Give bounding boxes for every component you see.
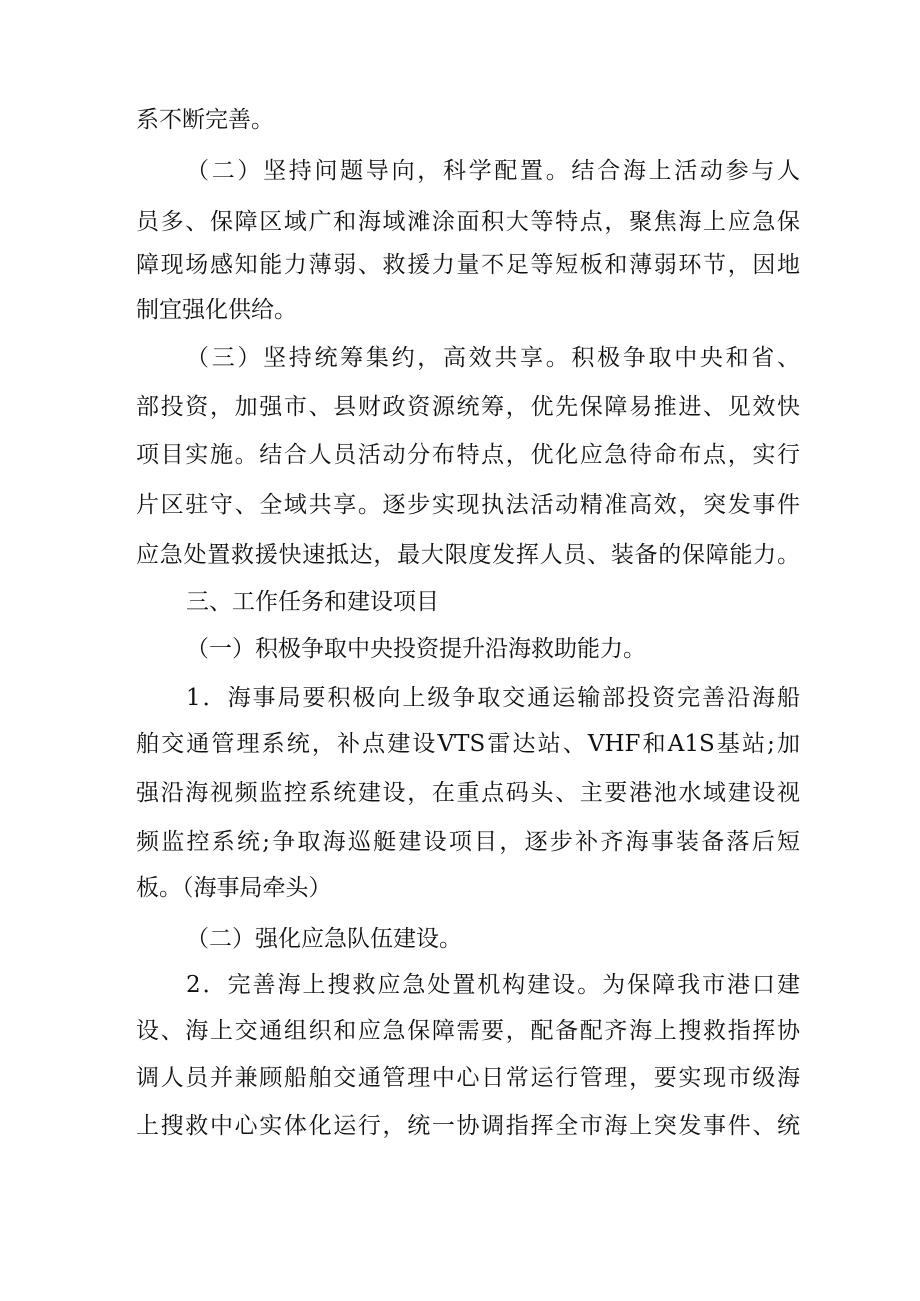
subsection-heading: （一）积极争取中央投资提升沿海救助能力。 bbox=[186, 636, 646, 662]
text-line: 板。（海事局牵头） bbox=[136, 875, 332, 901]
text-line: 舶交通管理系统，补点建设VTS雷达站、VHF和A1S基站;加 bbox=[136, 731, 800, 757]
text-line: 强沿海视频监控系统建设，在重点码头、主要港池水域建设视 bbox=[136, 780, 800, 806]
text-line: 设、海上交通组织和应急保障需要，配备配齐海上搜救指挥协 bbox=[136, 1018, 800, 1044]
text-line: （二）坚持问题导向，科学配置。结合海上活动参与人 bbox=[186, 158, 800, 184]
text-line: 项目实施。结合人员活动分布特点，优化应急待命布点，实行 bbox=[136, 442, 800, 468]
subsection-heading: （二）强化应急队伍建设。 bbox=[186, 926, 462, 952]
text-line: 部投资，加强市、县财政资源统筹，优先保障易推进、见效快 bbox=[136, 394, 800, 420]
text-line: 片区驻守、全域共享。逐步实现执法活动精准高效，突发事件 bbox=[136, 492, 800, 518]
section-heading: 三、工作任务和建设项目 bbox=[186, 589, 439, 615]
text-line: 2．完善海上搜救应急处置机构建设。为保障我市港口建 bbox=[186, 972, 800, 998]
text-line: 应急处置救援快速抵达，最大限度发挥人员、装备的保障能力。 bbox=[136, 542, 800, 568]
text-line: 制宜强化供给。 bbox=[136, 297, 297, 323]
text-line: 系不断完善。 bbox=[136, 107, 274, 133]
text-line: 频监控系统;争取海巡艇建设项目，逐步补齐海事装备落后短 bbox=[136, 829, 800, 855]
text-line: （三）坚持统筹集约，高效共享。积极争取中央和省、 bbox=[186, 345, 800, 371]
text-line: 上搜救中心实体化运行，统一协调指挥全市海上突发事件、统 bbox=[136, 1113, 800, 1139]
text-line: 1．海事局要积极向上级争取交通运输部投资完善沿海船 bbox=[186, 685, 800, 711]
text-line: 调人员并兼顾船舶交通管理中心日常运行管理，要实现市级海 bbox=[136, 1065, 800, 1091]
text-line: 员多、保障区域广和海域滩涂面积大等特点，聚焦海上应急保 bbox=[136, 209, 800, 235]
text-line: 障现场感知能力薄弱、救援力量不足等短板和薄弱环节，因地 bbox=[136, 252, 800, 278]
